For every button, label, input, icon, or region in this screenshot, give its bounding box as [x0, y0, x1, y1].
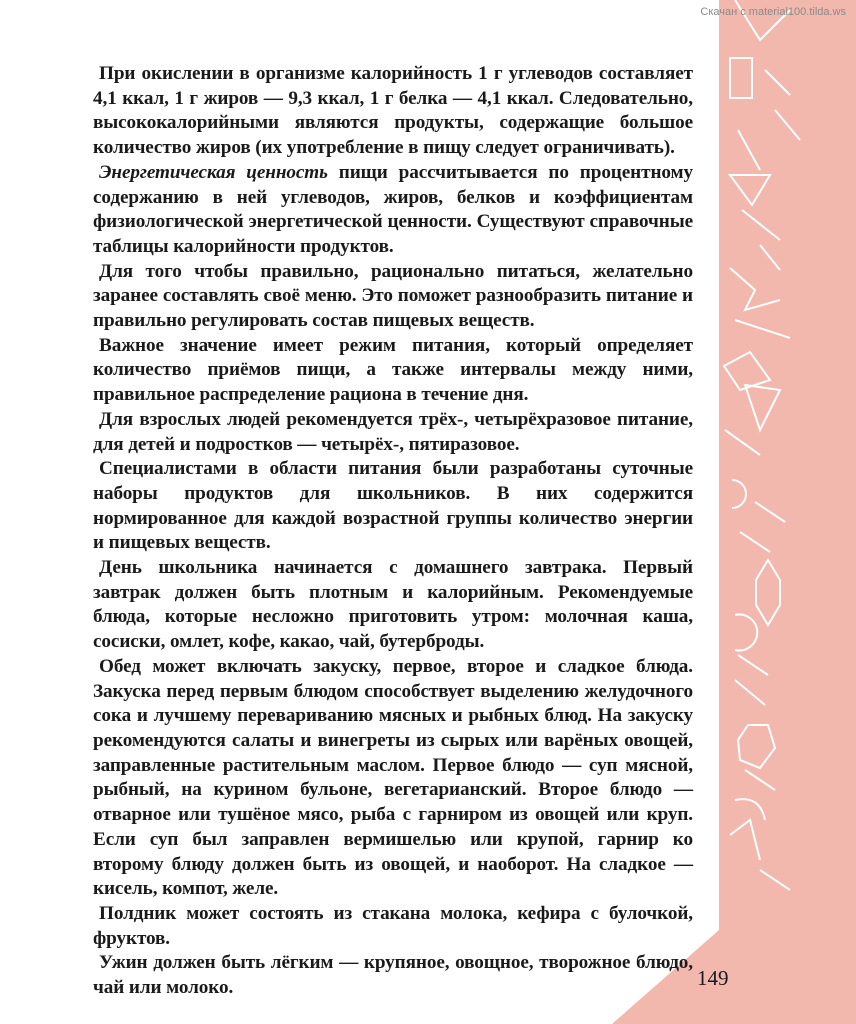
paragraph-4: Важное значение имеет режим питания, который определяет количество приёмов пищи, а также интервалы между ними, правильное распределение рациона в течение дня.	[93, 334, 693, 406]
paragraph-2-text: пищи рассчитывается по процентному содержанию в ней углеводов, жиров, белков и коэффициентам физиологической энергетической ценности. Существуют справочные таблицы калорийности продуктов.	[93, 161, 694, 257]
paragraph-1: При окислении в организме калорийность 1 г углеводов составляет 4,1 ккал, 1 г жиров — 9,3 ккал, 1 г белка — 4,1 ккал. Следовательно, высококалорийными являются продукты, содержащие большое количество жиров (их употребление в пищу следует ограничивать).	[93, 63, 693, 159]
paragraph-10: Ужин должен быть лёгким — крупяное, овощное, творожное блюдо, чай или молоко.	[93, 952, 693, 999]
paragraph-3: Для того чтобы правильно, рационально питаться, желательно заранее составлять своё меню. Это поможет разнообразить питание и правильно регулировать состав пищевых веществ.	[93, 260, 693, 332]
main-text	[93, 62, 693, 1001]
page-number: 149	[697, 966, 729, 990]
paragraph-7: День школьника начинается с домашнего завтрака. Первый завтрак должен быть плотным и калорийным. Рекомендуемые блюда, которые несложно приготовить утром: молочная каша, сосиски, омлет, кофе, какао, чай, бутерброды.	[93, 557, 693, 653]
paragraph-8: Обед может включать закуску, первое, второе и сладкое блюда. Закуска перед первым блюдом способствует выделению желудочного сока и лучшему перевариванию мясных и рыбных блюд. На закуску рекомендуются салаты и винегреты из сырых или варёных овощей, заправленные растительным маслом. Первое блюдо — суп мясной, рыбный, на курином бульоне, вегетарианский. Второе блюдо — отварное или тушёное мясо, рыба с гарниром из овощей или круп. Если суп был заправлен вермишелью или крупой, гарнир ко второму блюду должен быть из овощей, и наоборот. На сладкое — кисель, компот, желе.	[93, 655, 693, 900]
download-watermark: Скачан с material100.tilda.ws	[700, 6, 846, 18]
paragraph-5: Для взрослых людей рекомендуется трёх-, четырёхразовое питание, для детей и подростков — четырёх-, пятиразовое.	[93, 408, 693, 455]
term-energy-value: Энергетическая ценность	[99, 161, 328, 183]
paragraph-2	[93, 161, 693, 260]
paragraph-9: Полдник может состоять из стакана молока, кефира с булочкой, фруктов.	[93, 902, 693, 949]
paragraph-6: Специалистами в области питания были разработаны суточные наборы продуктов для школьников. В них содержится нормированное для каждой возрастной группы количество энергии и пищевых веществ.	[93, 458, 693, 554]
